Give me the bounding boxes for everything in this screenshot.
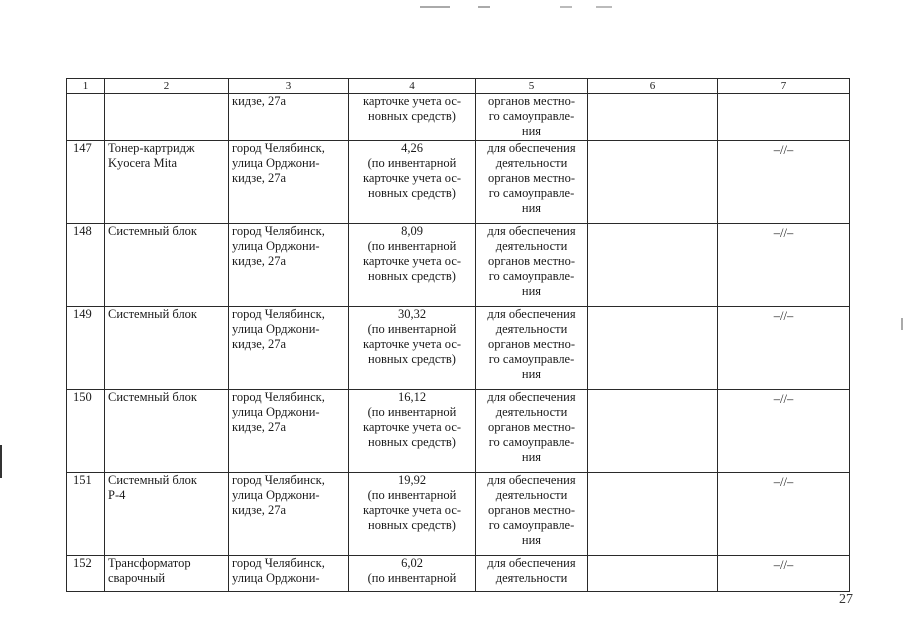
cell-line: карточке учета ос- xyxy=(362,254,462,268)
column-header-5: 5 xyxy=(476,79,588,94)
cell-number: 150 xyxy=(67,390,105,473)
cell-value xyxy=(349,141,476,224)
cell-value xyxy=(349,94,476,141)
cell-line: го самоуправле- xyxy=(488,435,575,449)
cell-line: новных средств) xyxy=(368,269,456,283)
cell-line: го самоуправле- xyxy=(488,518,575,532)
cell-line: для обеспечения xyxy=(487,473,576,487)
cell-line: (по инвентарной xyxy=(367,239,457,253)
cell-line: кидзе, 27а xyxy=(232,254,287,268)
cell-line: Р-4 xyxy=(108,488,126,502)
cell-col6 xyxy=(588,94,718,141)
cell-line: ния xyxy=(521,284,542,298)
cell-name xyxy=(105,390,229,473)
cell-line: новных средств) xyxy=(368,435,456,449)
cell-line: для обеспечения xyxy=(487,556,576,570)
column-header-3: 3 xyxy=(229,79,349,94)
cell-line: 30,32 xyxy=(397,307,427,321)
cell-line: деятельности xyxy=(495,156,568,170)
cell-line: новных средств) xyxy=(368,352,456,366)
cell-line: город Челябинск, xyxy=(232,224,325,238)
cell-line: город Челябинск, xyxy=(232,390,325,404)
cell-col6 xyxy=(588,307,718,390)
cell-line: 16,12 xyxy=(397,390,427,404)
cell-line: улица Орджони- xyxy=(232,488,320,502)
cell-line: го самоуправле- xyxy=(488,352,575,366)
cell-line: улица Орджони- xyxy=(232,322,320,336)
cell-address xyxy=(229,224,349,307)
cell-col6 xyxy=(588,224,718,307)
cell-line: Системный блок xyxy=(108,390,198,404)
cell-line: 6,02 xyxy=(401,556,423,570)
cell-value xyxy=(349,307,476,390)
cell-line: кидзе, 27а xyxy=(232,420,287,434)
cell-line: (по инвентарной xyxy=(367,405,457,419)
table-row xyxy=(67,307,850,390)
cell-line: ния xyxy=(521,533,542,547)
cell-line: улица Орджони- xyxy=(232,239,320,253)
cell-purpose xyxy=(476,224,588,307)
table-row xyxy=(67,473,850,556)
cell-line: го самоуправле- xyxy=(488,186,575,200)
cell-line: для обеспечения xyxy=(487,390,576,404)
cell-line: карточке учета ос- xyxy=(362,171,462,185)
cell-line: кидзе, 27а xyxy=(232,171,287,185)
cell-line: город Челябинск, xyxy=(232,307,325,321)
cell-number: 152 xyxy=(67,556,105,592)
cell-number: 151 xyxy=(67,473,105,556)
cell-purpose xyxy=(476,94,588,141)
cell-value xyxy=(349,556,476,592)
cell-value xyxy=(349,224,476,307)
table-row xyxy=(67,556,850,592)
cell-line: для обеспечения xyxy=(487,307,576,321)
cell-line: органов местно- xyxy=(487,254,576,268)
cell-line: органов местно- xyxy=(487,337,576,351)
cell-line: го самоуправле- xyxy=(488,269,575,283)
column-header-2: 2 xyxy=(105,79,229,94)
cell-col7: –//– xyxy=(718,390,850,473)
cell-address xyxy=(229,556,349,592)
cell-line: новных средств) xyxy=(368,518,456,532)
cell-line: органов местно- xyxy=(487,503,576,517)
cell-line: деятельности xyxy=(495,488,568,502)
cell-line: го самоуправле- xyxy=(488,109,575,123)
table-row xyxy=(67,224,850,307)
cell-line: деятельности xyxy=(495,239,568,253)
cell-line: органов местно- xyxy=(487,171,576,185)
table-row xyxy=(67,390,850,473)
cell-line: карточке учета ос- xyxy=(362,337,462,351)
column-header-4: 4 xyxy=(349,79,476,94)
cell-line: новных средств) xyxy=(368,186,456,200)
cell-value xyxy=(349,390,476,473)
cell-col6 xyxy=(588,141,718,224)
cell-line: Трансформатор xyxy=(108,556,191,570)
cell-line: Системный блок xyxy=(108,224,198,238)
cell-col7: –//– xyxy=(718,224,850,307)
cell-address xyxy=(229,94,349,141)
cell-number xyxy=(67,94,105,141)
cell-name xyxy=(105,224,229,307)
cell-name xyxy=(105,141,229,224)
cell-line: органов местно- xyxy=(487,94,576,108)
cell-line: для обеспечения xyxy=(487,141,576,155)
cell-line: деятельности xyxy=(495,322,568,336)
header-row xyxy=(67,79,850,94)
cell-line: кидзе, 27а xyxy=(232,503,287,517)
cell-line: ния xyxy=(521,367,542,381)
cell-line: (по инвентарной xyxy=(367,571,457,585)
cell-name xyxy=(105,556,229,592)
cell-address xyxy=(229,390,349,473)
cell-line: деятельности xyxy=(495,571,568,585)
cell-line: сварочный xyxy=(108,571,166,585)
page-number: 27 xyxy=(839,592,853,607)
cell-line: новных средств) xyxy=(368,109,456,123)
cell-col7: –//– xyxy=(718,307,850,390)
cell-purpose xyxy=(476,390,588,473)
cell-name xyxy=(105,94,229,141)
cell-col6 xyxy=(588,556,718,592)
cell-name xyxy=(105,473,229,556)
cell-address xyxy=(229,141,349,224)
cell-line: Kyocera Mita xyxy=(108,156,178,170)
cell-line: карточке учета ос- xyxy=(362,94,462,108)
cell-line: улица Орджони- xyxy=(232,156,320,170)
cell-line: улица Орджони- xyxy=(232,405,320,419)
cell-col7: –//– xyxy=(718,556,850,592)
cell-line: 4,26 xyxy=(401,141,423,155)
cell-line: кидзе, 27а xyxy=(232,94,287,108)
cell-line: деятельности xyxy=(495,405,568,419)
cell-name xyxy=(105,307,229,390)
cell-col6 xyxy=(588,473,718,556)
cell-line: Системный блок xyxy=(108,473,198,487)
cell-number: 147 xyxy=(67,141,105,224)
cell-line: город Челябинск, xyxy=(232,473,325,487)
cell-number: 149 xyxy=(67,307,105,390)
cell-line: город Челябинск, xyxy=(232,141,325,155)
property-table xyxy=(66,78,850,592)
cell-col7 xyxy=(718,94,850,141)
cell-col6 xyxy=(588,390,718,473)
column-header-6: 6 xyxy=(588,79,718,94)
cell-purpose xyxy=(476,307,588,390)
cell-line: ния xyxy=(521,124,542,138)
cell-purpose xyxy=(476,556,588,592)
column-header-1: 1 xyxy=(67,79,105,94)
cell-value xyxy=(349,473,476,556)
column-header-7: 7 xyxy=(718,79,850,94)
cell-line: кидзе, 27а xyxy=(232,337,287,351)
cell-col7: –//– xyxy=(718,141,850,224)
cell-line: улица Орджони- xyxy=(232,571,320,585)
cell-line: (по инвентарной xyxy=(367,322,457,336)
cell-line: карточке учета ос- xyxy=(362,420,462,434)
cell-address xyxy=(229,473,349,556)
cell-line: для обеспечения xyxy=(487,224,576,238)
cell-address xyxy=(229,307,349,390)
cell-line: органов местно- xyxy=(487,420,576,434)
cell-line: 8,09 xyxy=(401,224,423,238)
cell-line: ния xyxy=(521,450,542,464)
cell-purpose xyxy=(476,141,588,224)
cell-number: 148 xyxy=(67,224,105,307)
cell-line: (по инвентарной xyxy=(367,156,457,170)
cell-col7: –//– xyxy=(718,473,850,556)
cell-purpose xyxy=(476,473,588,556)
cell-line: ния xyxy=(521,201,542,215)
cell-line: (по инвентарной xyxy=(367,488,457,502)
continuation-row xyxy=(67,94,850,141)
cell-line: 19,92 xyxy=(397,473,427,487)
cell-line: карточке учета ос- xyxy=(362,503,462,517)
cell-line: город Челябинск, xyxy=(232,556,325,570)
cell-line: Тонер-картридж xyxy=(108,141,195,155)
cell-line: Системный блок xyxy=(108,307,198,321)
table-row xyxy=(67,141,850,224)
